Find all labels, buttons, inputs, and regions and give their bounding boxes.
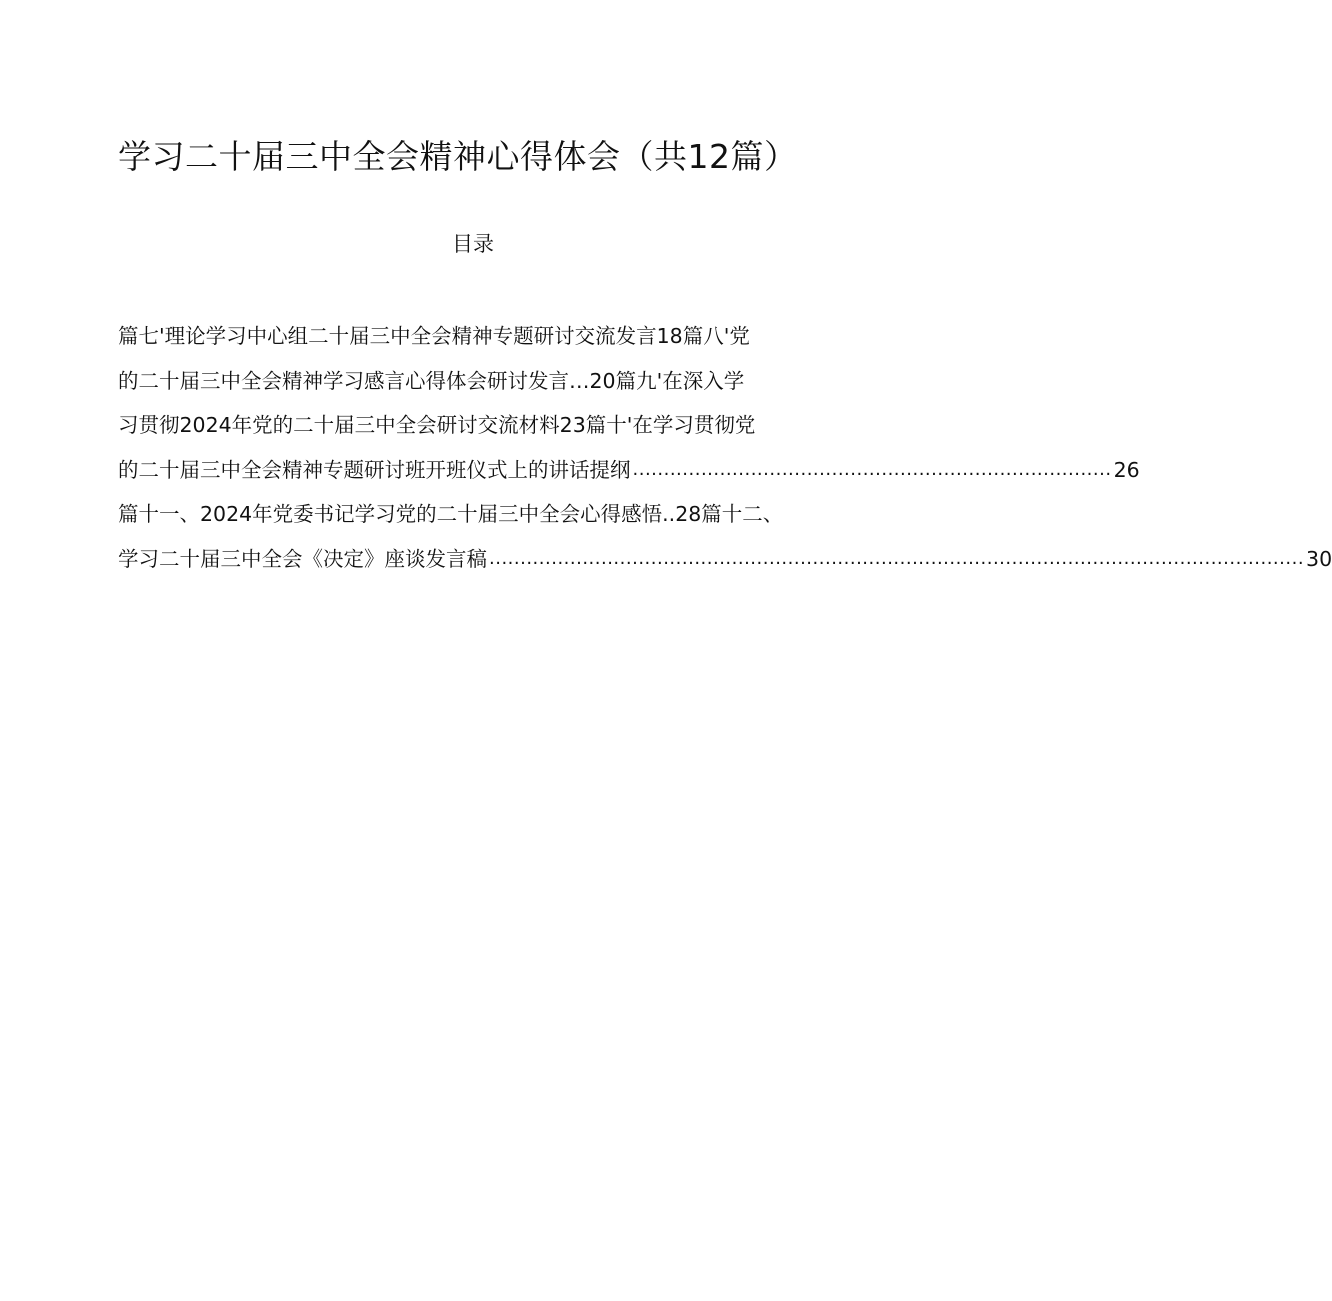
toc-line <box>118 359 838 404</box>
toc-line-text: 的二十届三中全会精神学习感言心得体会研讨发言…20篇九'在深入学 <box>118 368 745 393</box>
toc-line <box>118 448 1140 493</box>
toc-line <box>118 403 838 448</box>
table-of-contents <box>118 314 1332 582</box>
toc-line <box>118 492 838 537</box>
toc-page-number: 30 <box>1306 546 1332 571</box>
toc-line-text: 学习二十届三中全会《决定》座谈发言稿 <box>118 546 487 571</box>
toc-heading: 目录 <box>452 232 494 256</box>
toc-line-text: 篇七'理论学习中心组二十届三中全会精神专题研讨交流发言18篇八'党 <box>118 324 750 348</box>
toc-line <box>118 314 838 359</box>
document-title: 学习二十届三中全会精神心得体会（共12篇） <box>118 137 798 176</box>
toc-dot-leader: ................................................................................................................................... <box>489 547 1305 569</box>
toc-page-number: 26 <box>1113 457 1140 482</box>
toc-line <box>118 537 1332 582</box>
toc-line-text: 的二十届三中全会精神专题研讨班开班仪式上的讲话提纲 <box>118 457 631 482</box>
toc-dot-leader: ............................................................................. <box>632 458 1112 480</box>
toc-line-text: 习贯彻2024年党的二十届三中全会研讨交流材料23篇十'在学习贯彻党 <box>118 413 756 438</box>
toc-line-text: 篇十一、2024年党委书记学习党的二十届三中全会心得感悟..28篇十二、 <box>118 502 784 527</box>
